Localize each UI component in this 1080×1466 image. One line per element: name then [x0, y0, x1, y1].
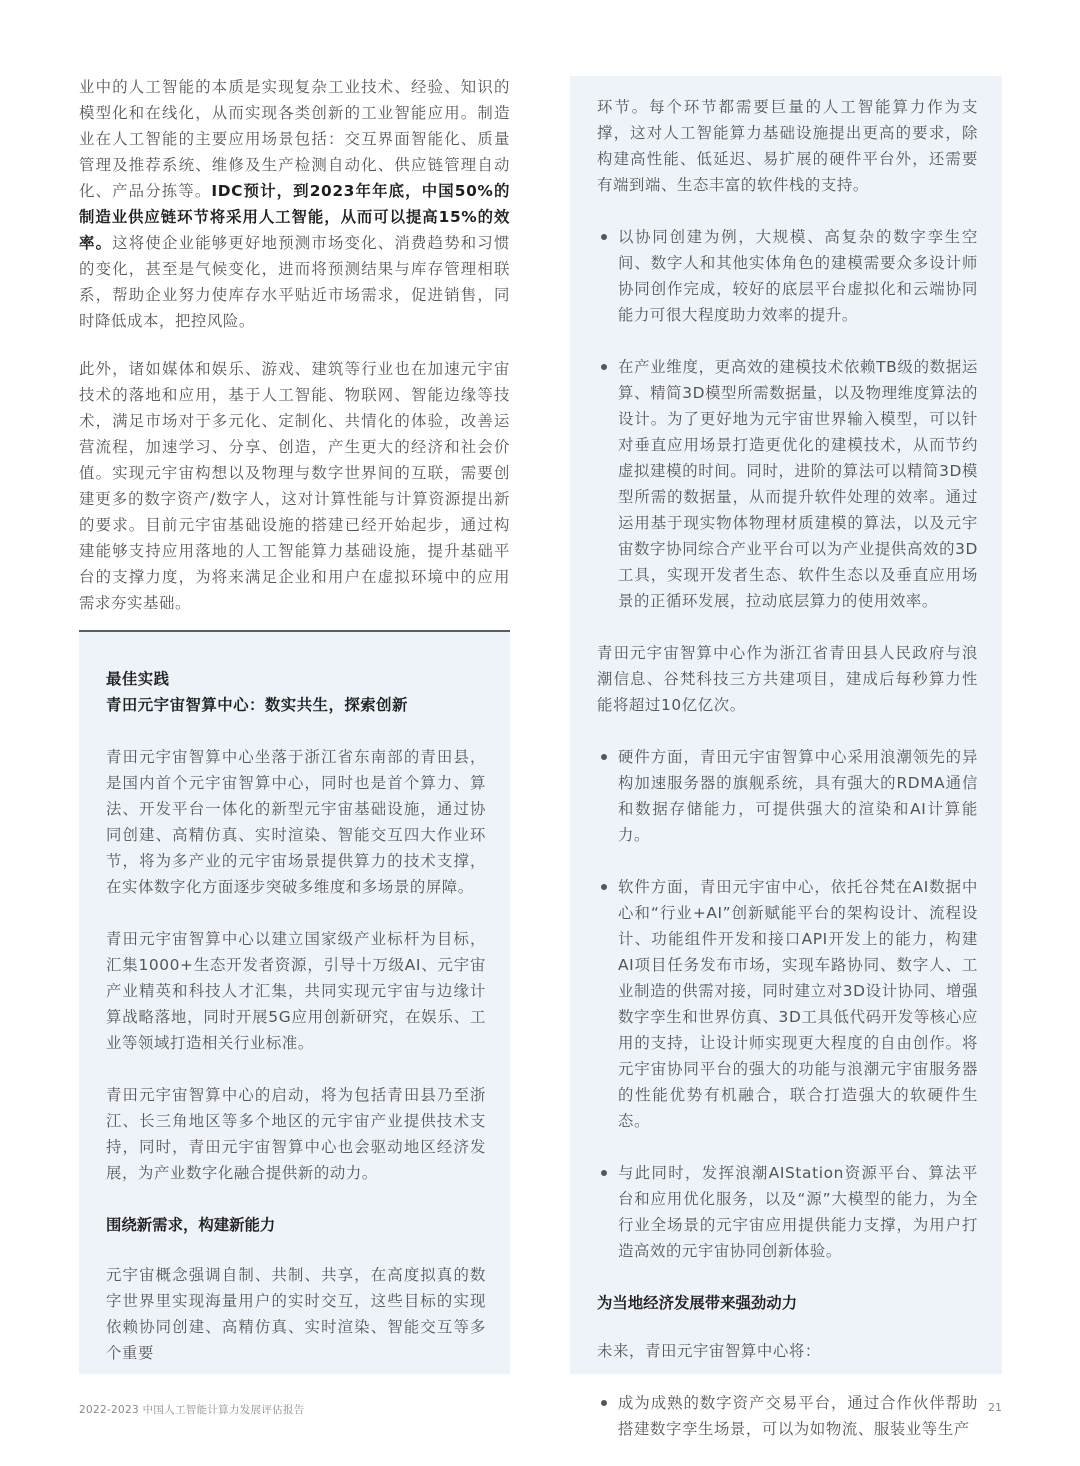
new-capabilities-paragraph: 元宇宙概念强调自制、共制、共享，在高度拟真的数字世界里实现海量用户的实时交互，这些目标的实现依赖协同创建、高精仿真、实时渲染、智能交互等多个重要 — [106, 1266, 486, 1362]
best-practice-paragraph-2: 青田元宇宙智算中心以建立国家级产业标杆为目标，汇集1000+生态开发者资源，引导十万级AI、元宇宙产业精英和科技人才汇集，共同实现元宇宙与边缘计算战略落地，同时开展5G应用创新研究，在娱乐、工业等领域打造相关行业标准。 — [106, 930, 486, 1052]
best-practice-title: 青田元宇宙智算中心：数实共生，探索创新 — [106, 696, 408, 714]
bullet-text: 软件方面，青田元宇宙中心，依托谷梵在AI数据中心和“行业+AI”创新赋能平台的架构设计、流程设计、功能组件开发和接口API开发上的能力，构建AI项目任务发布市场，实现车路协同、数字人、工业制造的供需对接，同时建立对3D设计协同、增强数字孪生和世界仿真、3D工具低代码开发等核心应用的支持，让设计师实现更大程度的自由创作。将元宇宙协同平台的强大的功能与浪潮元宇宙服务器的性能优势有机融合，联合打造强大的软硬件生态。 — [618, 878, 978, 1130]
bullet-dot-icon — [601, 884, 607, 890]
left-paragraph-2: 此外，诸如媒体和娱乐、游戏、建筑等行业也在加速元宇宙技术的落地和应用，基于人工智能、物联网、智能边缘等技术，满足市场对于多元化、定制化、共情化的体验，改善运营流程，加速学习、分享、创造，产生更大的经济和社会价值。实现元宇宙构想以及物理与数字世界间的互联，需要创建更多的数字资产/数字人，这对计算性能与计算资源提出新的要求。目前元宇宙基础设施的搭建已经开始起步，通过构建能够支持应用落地的人工智能算力基础设施，提升基础平台的支撑力度，为将来满足企业和用户在虚拟环境中的应用需求夯实基础。 — [79, 360, 510, 612]
bullet-dot-icon — [601, 364, 607, 370]
footer-report-title: 2022-2023 中国人工智能计算力发展评估报告 — [79, 1404, 305, 1416]
bullet-item — [597, 224, 978, 328]
bullet-text: 在产业维度，更高效的建模技术依赖TB级的数据运算、精简3D模型所需数据量，以及物理维度算法的设计。为了更好地为元宇宙世界输入模型，可以针对垂直应用场景打造更优化的建模技术，从而节约虚拟建模的时间。同时，进阶的算法可以精简3D模型所需的数据量，从而提升软件处理的效率。通过运用基于现实物体物理材质建模的算法，以及元宇宙数字协同综合产业平台可以为产业提供高效的3D工具，实现开发者生态、软件生态以及垂直应用场景的正循环发展，拉动底层算力的使用效率。 — [618, 358, 978, 610]
section-heading-local-economy: 为当地经济发展带来强劲动力 — [597, 1294, 798, 1312]
idc-forecast-highlight: IDC预计，到2023年年底，中国50%的制造业供应链环节将采用人工智能，从而可以提高15%的效率。 — [79, 182, 510, 252]
bullet-item — [597, 874, 978, 1134]
left-column — [79, 74, 510, 616]
left-paragraph-1 — [79, 74, 510, 334]
center-overview-paragraph: 青田元宇宙智算中心作为浙江省青田县人民政府与浪潮信息、谷梵科技三方共建项目，建成后每秒算力性能将超过10亿亿次。 — [597, 644, 978, 714]
best-practice-label: 最佳实践 — [106, 670, 170, 688]
page-number: 21 — [988, 1401, 1002, 1414]
bullet-item — [597, 744, 978, 848]
bullet-item — [597, 1160, 978, 1264]
section-heading-new-capabilities: 围绕新需求，构建新能力 — [106, 1216, 276, 1234]
bullet-text: 以协同创建为例，大规模、高复杂的数字孪生空间、数字人和其他实体角色的建模需要众多设计师协同创作完成，较好的底层平台虚拟化和云端协同能力可很大程度助力效率的提升。 — [618, 228, 978, 324]
best-practice-box-left — [79, 632, 510, 1374]
bullet-dot-icon — [601, 1400, 607, 1406]
bullet-dot-icon — [601, 234, 607, 240]
bullet-dot-icon — [601, 754, 607, 760]
right-intro-paragraph: 环节。每个环节都需要巨量的人工智能算力作为支撑，这对人工智能算力基础设施提出更高的要求，除构建高性能、低延迟、易扩展的硬件平台外，还需要有端到端、生态丰富的软件栈的支持。 — [597, 98, 978, 194]
bullet-text: 硬件方面，青田元宇宙智算中心采用浪潮领先的异构加速服务器的旗舰系统，具有强大的RDMA通信和数据存储能力，可提供强大的渲染和AI计算能力。 — [618, 748, 978, 844]
bullet-text: 与此同时，发挥浪潮AIStation资源平台、算法平台和应用优化服务，以及“源”大模型的能力，为全行业全场景的元宇宙应用提供能力支撑，为用户打造高效的元宇宙协同创新体验。 — [618, 1164, 978, 1260]
best-practice-paragraph-3: 青田元宇宙智算中心的启动，将为包括青田县乃至浙江、长三角地区等多个地区的元宇宙产业提供技术支持，同时，青田元宇宙智算中心也会驱动地区经济发展，为产业数字化融合提供新的动力。 — [106, 1086, 486, 1182]
left-paragraph-1-start: 业中的人工智能的本质是实现复杂工业技术、经验、知识的模型化和在线化，从而实现各类创新的工业智能应用。制造业在人工智能的主要应用场景包括：交互界面智能化、质量管理及推荐系统、维修及生产检测自动化、供应链管理自动化、产品分拣等。 — [79, 78, 510, 200]
bullet-item — [597, 1390, 978, 1442]
future-intro: 未来，青田元宇宙智算中心将： — [597, 1342, 821, 1360]
left-paragraph-1-end: 这将使企业能够更好地预测市场变化、消费趋势和习惯的变化，甚至是气候变化，进而将预测结果与库存管理相联系，帮助企业努力使库存水平贴近市场需求，促进销售，同时降低成本，把控风险。 — [79, 234, 510, 330]
bullet-item — [597, 354, 978, 614]
best-practice-paragraph-1: 青田元宇宙智算中心坐落于浙江省东南部的青田县，是国内首个元宇宙智算中心，同时也是首个算力、算法、开发平台一体化的新型元宇宙基础设施，通过协同创建、高精仿真、实时渲染、智能交互四大作业环节，将为多产业的元宇宙场景提供算力的技术支撑，在实体数字化方面逐步突破多维度和多场景的屏障。 — [106, 748, 486, 896]
bullet-dot-icon — [601, 1170, 607, 1176]
bullet-text: 成为成熟的数字资产交易平台，通过合作伙伴帮助搭建数字孪生场景，可以为如物流、服装业等生产 — [618, 1394, 978, 1438]
